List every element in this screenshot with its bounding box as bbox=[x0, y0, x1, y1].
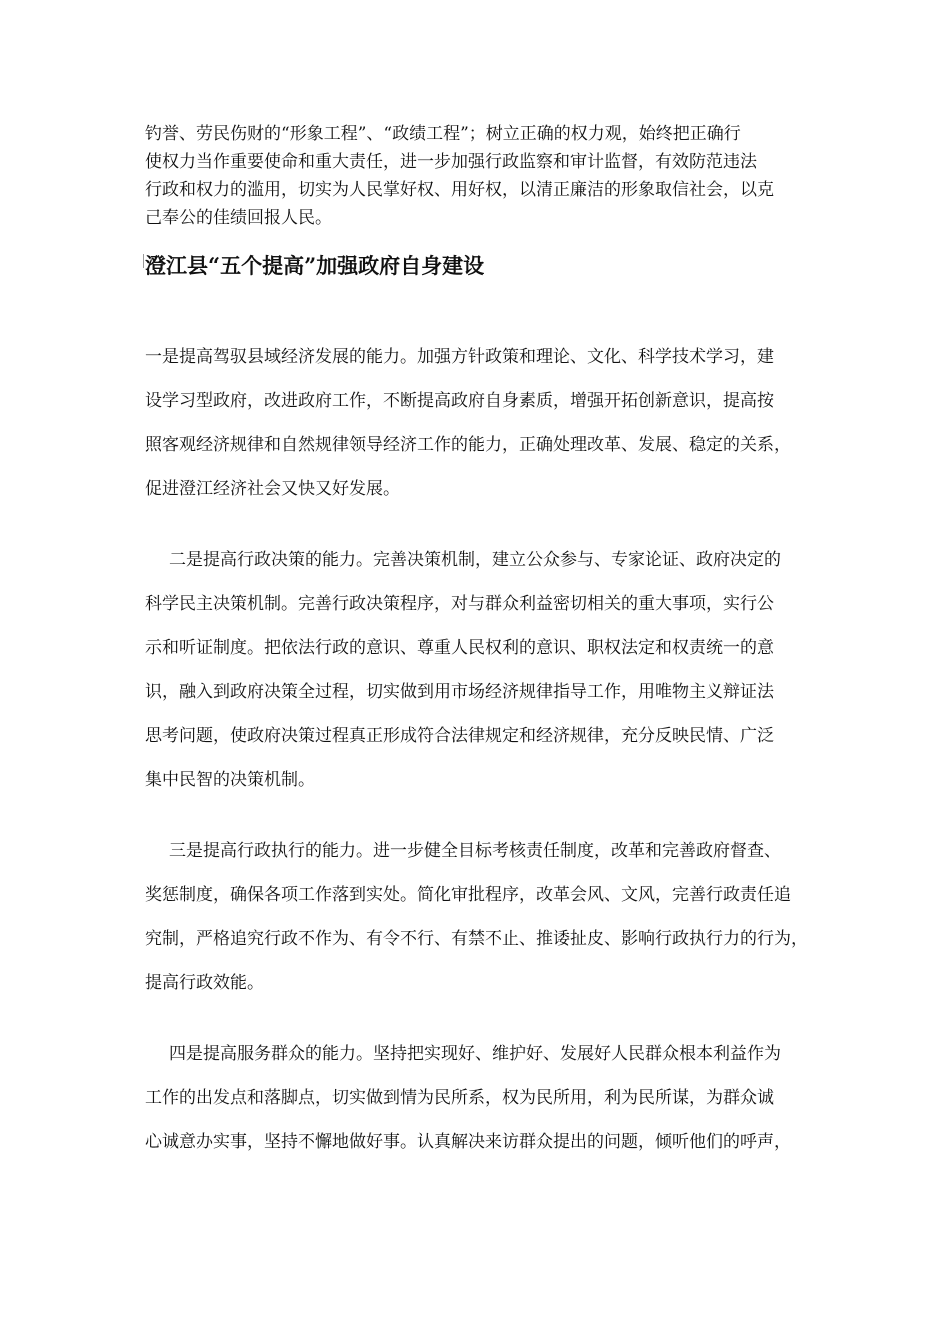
document-body bbox=[145, 120, 815, 1152]
text-line: 究制，严格追究行政不作为、有令不行、有禁不止、推诿扯皮、影响行政执行力的行为， bbox=[145, 929, 808, 949]
text-line: 集中民智的决策机制。 bbox=[145, 770, 315, 790]
text-line: 己奉公的佳绩回报人民。 bbox=[145, 208, 332, 228]
text-line: 设学习型政府，改进政府工作，不断提高政府自身素质，增强开拓创新意识，提高按 bbox=[145, 391, 774, 411]
paragraph-1 bbox=[145, 335, 815, 511]
section-heading bbox=[145, 251, 484, 281]
text-line: 照客观经济规律和自然规律领导经济工作的能力，正确处理改革、发展、稳定的关系， bbox=[145, 435, 791, 455]
text-line: 奖惩制度，确保各项工作落到实处。简化审批程序，改革会风、文风，完善行政责任追 bbox=[145, 885, 791, 905]
paragraph-2 bbox=[145, 538, 815, 802]
intro-paragraph bbox=[145, 120, 815, 232]
heading-marker bbox=[143, 254, 144, 268]
paragraph-4 bbox=[145, 1032, 815, 1164]
paragraph-gap bbox=[145, 1005, 815, 1032]
text-line: 促进澄江经济社会又快又好发展。 bbox=[145, 479, 400, 499]
paragraph-3 bbox=[145, 829, 815, 1005]
paragraph-gap bbox=[145, 802, 815, 829]
text-line: 识，融入到政府决策全过程，切实做到用市场经济规律指导工作，用唯物主义辩证法 bbox=[145, 682, 774, 702]
section-heading-text: 澄江县“五个提高”加强政府自身建设 bbox=[145, 253, 485, 278]
text-line: 钓誉、劳民伤财的“形象工程”、“政绩工程”；树立正确的权力观，始终把正确行 bbox=[145, 124, 741, 144]
text-line: 思考问题，使政府决策过程真正形成符合法律规定和经济规律，充分反映民情、广泛 bbox=[145, 726, 774, 746]
section-body bbox=[145, 335, 815, 1164]
text-line: 科学民主决策机制。完善行政决策程序，对与群众利益密切相关的重大事项，实行公 bbox=[145, 594, 774, 614]
text-line: 使权力当作重要使命和重大责任，进一步加强行政监察和审计监督，有效防范违法 bbox=[145, 152, 757, 172]
text-line: 提高行政效能。 bbox=[145, 973, 264, 993]
text-line: 示和听证制度。把依法行政的意识、尊重人民权利的意识、职权法定和权责统一的意 bbox=[145, 638, 774, 658]
text-line: 行政和权力的滥用，切实为人民掌好权、用好权，以清正廉洁的形象取信社会，以克 bbox=[145, 180, 774, 200]
text-line: 四是提高服务群众的能力。坚持把实现好、维护好、发展好人民群众根本利益作为 bbox=[169, 1044, 781, 1064]
text-line: 工作的出发点和落脚点，切实做到情为民所系，权为民所用，利为民所谋，为群众诚 bbox=[145, 1088, 774, 1108]
text-line: 心诚意办实事，坚持不懈地做好事。认真解决来访群众提出的问题，倾听他们的呼声， bbox=[145, 1132, 791, 1152]
text-line: 三是提高行政执行的能力。进一步健全目标考核责任制度，改革和完善政府督查、 bbox=[169, 841, 781, 861]
text-line: 一是提高驾驭县域经济发展的能力。加强方针政策和理论、文化、科学技术学习，建 bbox=[145, 347, 774, 367]
paragraph-gap bbox=[145, 511, 815, 538]
text-line: 二是提高行政决策的能力。完善决策机制，建立公众参与、专家论证、政府决定的 bbox=[169, 550, 781, 570]
